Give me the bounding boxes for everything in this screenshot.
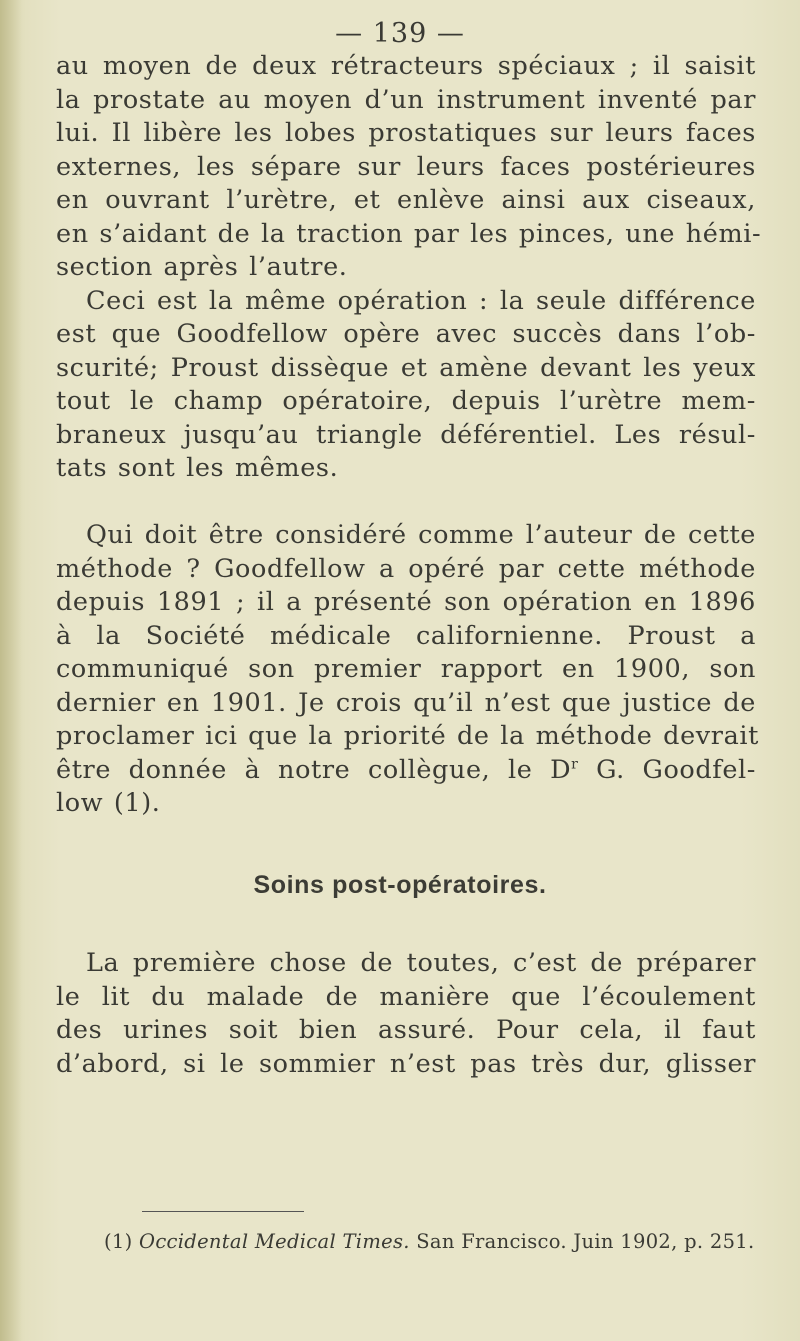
text-line: tout le champ opératoire, depuis l’urètre mem-	[56, 386, 756, 416]
section-heading: Soins post-opératoires.	[253, 871, 547, 899]
line-end: G. Goodfel-	[578, 754, 756, 785]
text-line: le lit du malade de manière que l’écoulement	[56, 981, 756, 1012]
footnote-journal: Occidental Medical Times.	[139, 1230, 410, 1253]
page-number: — 139 —	[335, 18, 465, 49]
text-line: en s’aidant de la traction par les pinces, une hémi-	[56, 218, 762, 249]
text-line: section après l’autre.	[56, 252, 348, 282]
page-edge-shadow	[0, 0, 22, 1341]
footnote-number: (1)	[104, 1230, 133, 1253]
text-line: des urines soit bien assuré. Pour cela, il faut	[56, 1015, 756, 1045]
text-line: méthode ? Goodfellow a opéré par cette méthode	[56, 553, 756, 584]
text-line: est que Goodfellow opère avec succès dans l’ob-	[56, 319, 756, 349]
text-line: communiqué son premier rapport en 1900, son	[56, 654, 756, 684]
text-line: depuis 1891 ; il a présenté son opération en 1896	[56, 587, 756, 617]
text-line: en ouvrant l’urètre, et enlève ainsi aux ciseaux,	[56, 185, 756, 215]
text-line: d’abord, si le sommier n’est pas très dur, glisser	[56, 1048, 756, 1079]
text-line: proclamer ici que la priorité de la méthode devrait	[56, 721, 760, 751]
footnote-rule	[142, 1211, 304, 1212]
text-line: low (1).	[56, 788, 161, 818]
footnote	[104, 1230, 794, 1253]
footnote-details: San Francisco. Juin 1902, p. 251.	[409, 1230, 755, 1253]
text-line: Qui doit être considéré comme l’auteur de cette	[86, 520, 756, 550]
text-line: tats sont les mêmes.	[56, 453, 339, 483]
line-start: être donnée à notre collègue, le D	[56, 754, 572, 785]
paragraph-1	[56, 50, 762, 486]
text-line: au moyen de deux rétracteurs spéciaux ; il saisit	[56, 51, 756, 81]
text-line: La première chose de toutes, c’est de préparer	[86, 948, 756, 978]
text-line: Ceci est la même opération : la seule différence	[86, 285, 756, 316]
text-line: dernier en 1901. Je crois qu’il n’est que justice de	[56, 687, 756, 718]
text-line: lui. Il libère les lobes prostatiques sur leurs faces	[56, 118, 756, 148]
paragraph-3	[56, 947, 756, 1081]
text-line: scurité; Proust dissèque et amène devant les yeux	[56, 352, 756, 383]
superscript: r	[571, 756, 579, 772]
text-line: à la Société médicale californienne. Proust a	[56, 620, 756, 651]
text-line: braneux jusqu’au triangle déférentiel. Les résul-	[56, 419, 756, 450]
text-line: externes, les sépare sur leurs faces postérieures	[56, 151, 756, 182]
paragraph-2	[56, 519, 760, 821]
text-line: la prostate au moyen d’un instrument inventé par	[56, 84, 756, 115]
text-line	[56, 754, 756, 788]
